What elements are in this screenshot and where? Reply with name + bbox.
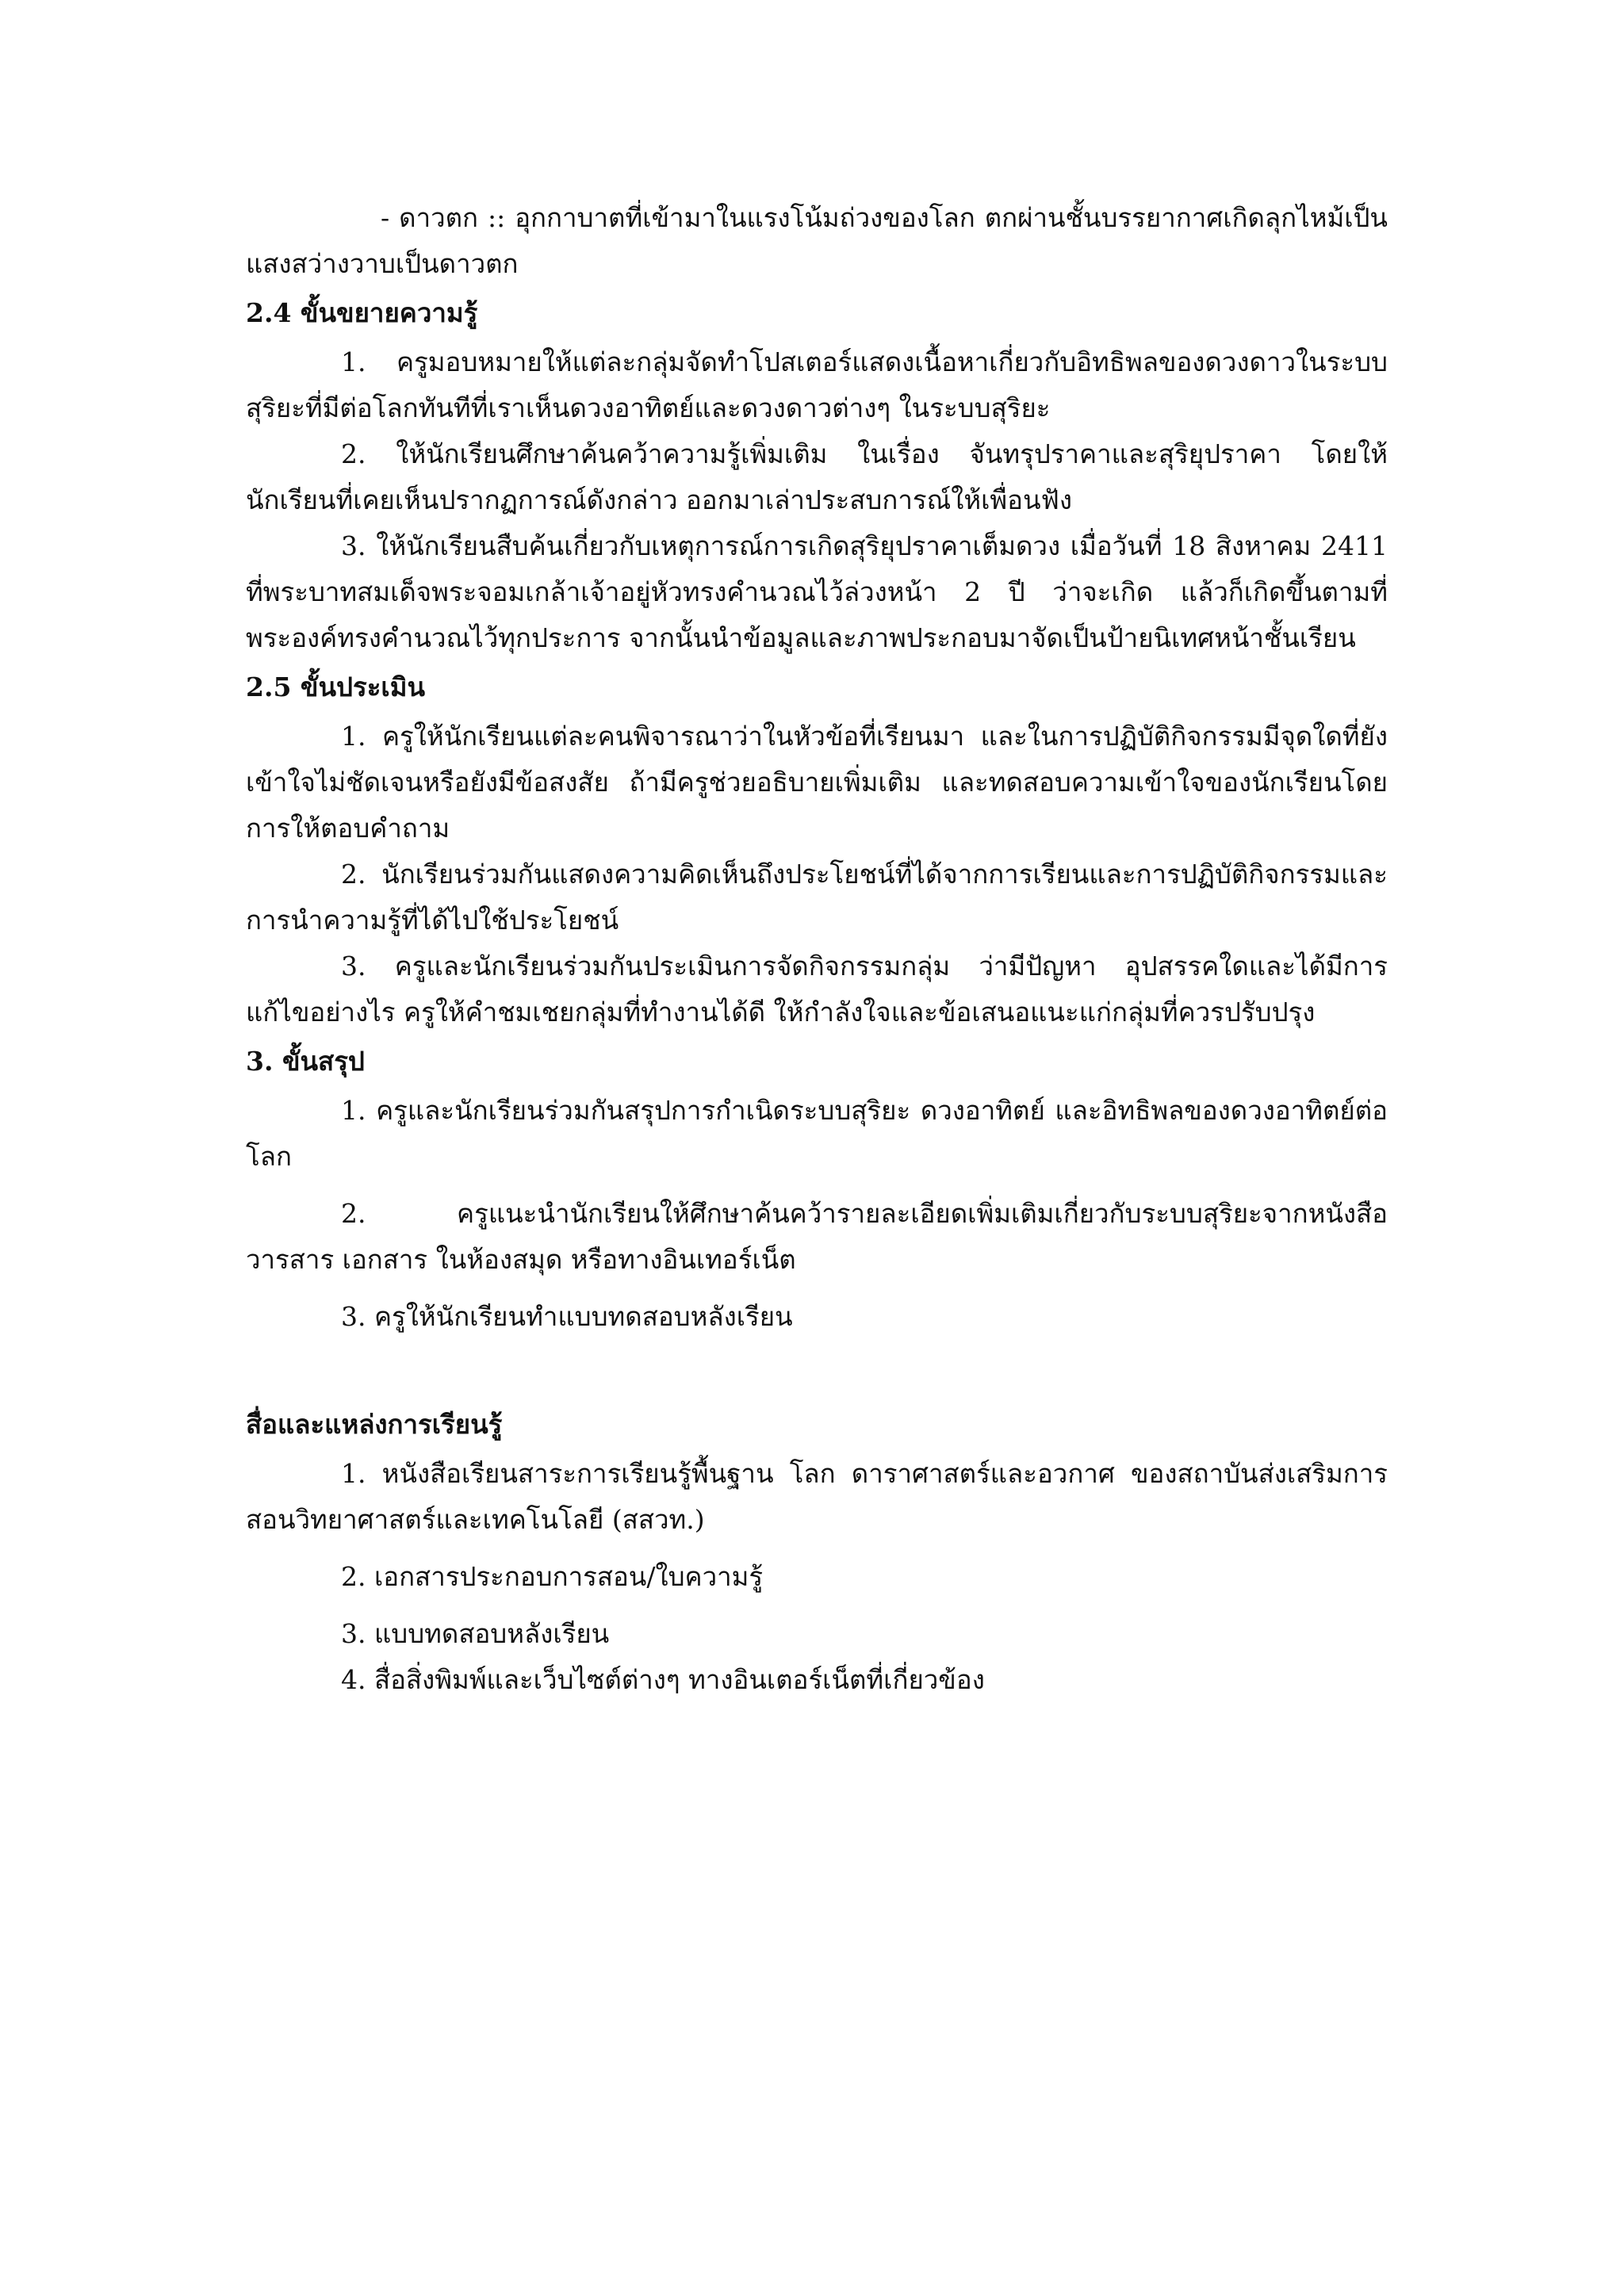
section-2-4-item: 2. ให้นักเรียนศึกษาค้นคว้าความรู้เพิ่มเติม ในเรื่อง จันทรุปราคาและสุริยุปราคา โดยให้นักเรียนที่เคยเห็นปรากฏการณ์ดังกล่าว ออกมาเล่าประสบการณ์ให้เพื่อนฟัง	[246, 438, 1388, 515]
resource-item: 4. สื่อสิ่งพิมพ์และเว็บไซต์ต่างๆ ทางอินเตอร์เน็ตที่เกี่ยวข้อง	[341, 1664, 985, 1695]
resources-heading: สื่อและแหล่งการเรียนรู้	[246, 1409, 503, 1440]
resource-item: 1. หนังสือเรียนสาระการเรียนรู้พื้นฐาน โลก ดาราศาสตร์และอวกาศ ของสถาบันส่งเสริมการสอนวิทยาศาสตร์และเทคโนโลยี (สสวท.)	[246, 1458, 1388, 1535]
resource-item: 3. แบบทดสอบหลังเรียน	[341, 1618, 610, 1649]
section-heading-2-4: 2.4 ขั้นขยายความรู้	[246, 297, 478, 328]
section-heading-2-5: 2.5 ขั้นประเมิน	[246, 672, 426, 702]
section-spacer	[246, 1340, 1388, 1399]
section-2-5-item: 1. ครูให้นักเรียนแต่ละคนพิจารณาว่าในหัวข้อที่เรียนมา และในการปฏิบัติกิจกรรมมีจุดใดที่ยังเข้าใจไม่ชัดเจนหรือยังมีข้อสงสัย ถ้ามีครูช่วยอธิบายเพิ่มเติม และทดสอบความเข้าใจของนักเรียนโดยการให้ตอบคำถาม	[246, 721, 1388, 844]
section-3-item: 1. ครูและนักเรียนร่วมกันสรุปการกำเนิดระบบสุริยะ ดวงอาทิตย์ และอิทธิพลของดวงอาทิตย์ต่อโลก	[246, 1095, 1388, 1172]
section-2-5-item: 2. นักเรียนร่วมกันแสดงความคิดเห็นถึงประโยชน์ที่ได้จากการเรียนและการปฏิบัติกิจกรรมและการนำความรู้ที่ได้ไปใช้ประโยชน์	[246, 859, 1388, 936]
section-2-4-item: 3. ให้นักเรียนสืบค้นเกี่ยวกับเหตุการณ์การเกิดสุริยุปราคาเต็มดวง เมื่อวันที่ 18 สิงหาคม 2411 ที่พระบาทสมเด็จพระจอมเกล้าเจ้าอยู่หัวทรงคำนวณไว้ล่วงหน้า 2 ปี ว่าจะเกิด แล้วก็เกิดขึ้นตามที่พระองค์ทรงคำนวณไว้ทุกประการ จากนั้นนำข้อมูลและภาพประกอบมาจัดเป็นป้ายนิเทศหน้าชั้นเรียน	[246, 530, 1388, 653]
document-page	[246, 195, 1388, 1703]
meteor-paragraph: - ดาวตก :: อุกกาบาตที่เข้ามาในแรงโน้มถ่วงของโลก ตกผ่านชั้นบรรยากาศเกิดลุกไหม้เป็นแสงสว่างวาบเป็นดาวตก	[246, 202, 1388, 279]
section-3-item: 2. ครูแนะนำนักเรียนให้ศึกษาค้นคว้ารายละเอียดเพิ่มเติมเกี่ยวกับระบบสุริยะจากหนังสือวารสาร เอกสาร ในห้องสมุด หรือทางอินเทอร์เน็ต	[246, 1198, 1388, 1275]
resource-item: 2. เอกสารประกอบการสอน/ใบความรู้	[341, 1561, 764, 1592]
section-heading-3: 3. ขั้นสรุป	[246, 1046, 365, 1077]
section-2-5-item: 3. ครูและนักเรียนร่วมกันประเมินการจัดกิจกรรมกลุ่ม ว่ามีปัญหา อุปสรรคใดและได้มีการแก้ไขอย่างไร ครูให้คำชมเชยกลุ่มที่ทำงานได้ดี ให้กำลังใจและข้อเสนอแนะแก่กลุ่มที่ควรปรับปรุง	[246, 951, 1388, 1027]
section-3-item: 3. ครูให้นักเรียนทำแบบทดสอบหลังเรียน	[341, 1301, 793, 1332]
section-2-4-item: 1. ครูมอบหมายให้แต่ละกลุ่มจัดทำโปสเตอร์แสดงเนื้อหาเกี่ยวกับอิทธิพลของดวงดาวในระบบสุริยะที่มีต่อโลกทันทีที่เราเห็นดวงอาทิตย์และดวงดาวต่างๆ ในระบบสุริยะ	[246, 346, 1388, 423]
